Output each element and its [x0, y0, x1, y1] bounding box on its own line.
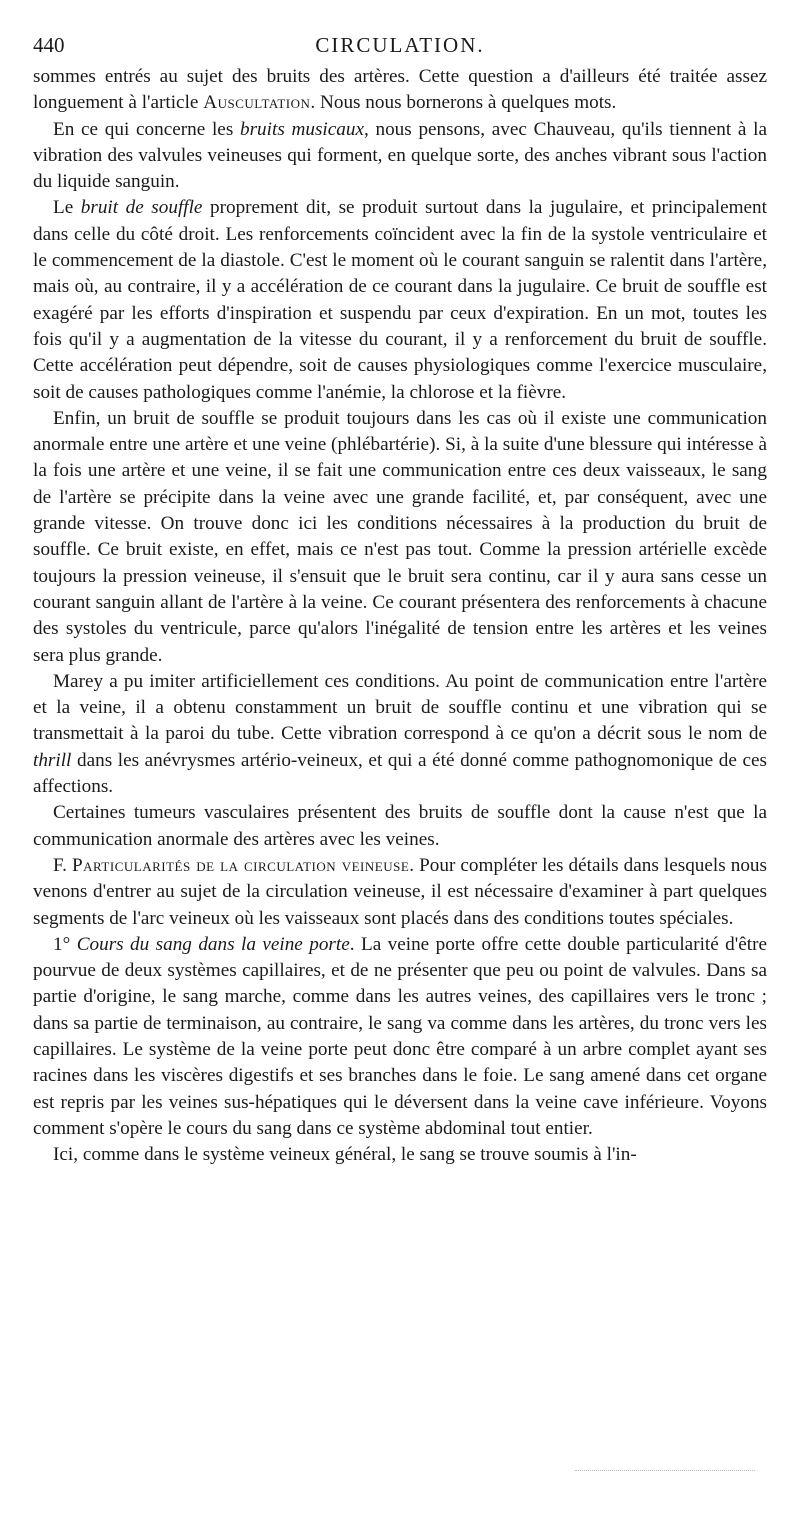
text-segment: sommes entrés au sujet des bruits des artères. Cette question a d'ailleurs été traitée assez longuement à l'article	[33, 66, 767, 114]
paragraph	[33, 932, 767, 1142]
paragraph	[33, 195, 767, 405]
text-segment: proprement dit, se produit surtout dans la jugulaire, et principalement dans celle du côté droit. Les renforcements coïncident avec la fin de la systole ventriculaire et le commencement de la diastole. C'est le moment où le courant sanguin se ralentit dans l'artère, mais où, au contraire, il y a accélération de ce courant dans la jugulaire. Ce bruit de souffle est exagéré par les efforts d'inspiration et suspendu par ceux d'expiration. En un mot, toutes les fois qu'il y a augmentation de la vitesse du courant, il y a renforcement du bruit de souffle. Cette accélération peut dépendre, soit de causes physiologiques comme l'exercice musculaire, soit de causes pathologiques comme l'anémie, la chlorose et la fièvre.	[33, 197, 767, 403]
text-segment: Certaines tumeurs vasculaires présentent des bruits de souffle dont la cause n'est que la communication anormale des artères avec les veines.	[33, 802, 767, 850]
paragraph	[33, 669, 767, 800]
running-title: CIRCULATION.	[315, 33, 485, 57]
document-page	[33, 30, 767, 1168]
italic-text: bruits musicaux	[240, 118, 364, 140]
text-segment: Marey a pu imiter artificiellement ces conditions. Au point de communication entre l'artère et la veine, il a obtenu constamment un bruit de souffle continu et une vibration qui se transmettait à la paroi du tube. Cette vibration correspond à ce qu'on a décrit sous le nom de	[33, 670, 767, 745]
paragraph	[33, 800, 767, 853]
text-segment: Enfin, un bruit de souffle se produit toujours dans les cas où il existe une communication anormale entre une artère et une veine (phlébartérie). Si, à la suite d'une blessure qui intéresse à la fois une artère et une veine, il se fait une communication entre ces deux vaisseaux, le sang de l'artère se précipite dans la veine avec une grande facilité, et, par conséquent, avec une grande vitesse. On trouve donc ici les conditions nécessaires à la production du bruit de souffle. Ce bruit existe, en effet, mais ce n'est pas tout. Comme la pression artérielle excède toujours la pression veineuse, il s'ensuit que le bruit sera continu, car il y aura sans cesse un courant sanguin allant de l'artère à la veine. Ce courant présentera des renforcements à chacune des systoles du ventricule, parce qu'alors l'inégalité de tension entre les artères et les veines sera plus grande.	[33, 407, 767, 666]
text-segment: En ce qui concerne les	[53, 118, 240, 140]
smallcaps-text: Particularités de la circulation veineuse	[71, 854, 410, 876]
text-segment: F.	[53, 854, 72, 876]
text-segment: . Pour compléter les détails dans lesquels nous venons d'entrer au sujet de la circulation veineuse, il est nécessaire d'examiner à part quelques segments de l'arc veineux où les vaisseaux sont placés dans des conditions toutes spéciales.	[33, 854, 767, 929]
footer-rule	[575, 1470, 755, 1475]
text-segment: dans les anévrysmes artério-veineux, et qui a été donné comme pathognomonique de ces affections.	[33, 749, 767, 798]
paragraph	[33, 1142, 767, 1168]
italic-text: thrill	[33, 749, 72, 771]
body-text	[33, 64, 767, 1168]
text-segment: Le	[53, 197, 81, 219]
paragraph	[33, 853, 767, 932]
text-segment: . La veine porte offre cette double particularité d'être pourvue de deux systèmes capillaires, et de ne présenter que peu ou point de valvules. Dans sa partie d'origine, le sang marche, comme dans les autres veines, des capillaires vers le tronc ; dans sa partie de terminaison, au contraire, le sang va comme dans les artères, du tronc vers les capillaires. Le système de la veine porte peut donc être comparé à un arbre complet ayant ses racines dans les viscères digestifs et ses branches dans le foie. Le sang amené dans cet organe est repris par les veines sus-hépatiques qui le déversent dans la veine cave inférieure. Voyons comment s'opère le cours du sang dans ce système abdominal tout entier.	[33, 933, 767, 1139]
smallcaps-text: Auscultation	[203, 92, 311, 114]
page-header	[33, 30, 767, 64]
italic-text: bruit de souffle	[80, 197, 203, 219]
italic-text: Cours du sang dans la veine porte	[76, 933, 350, 955]
paragraph	[33, 64, 767, 117]
text-segment: . Nous nous bornerons à quelques mots.	[310, 92, 617, 114]
paragraph	[33, 117, 767, 196]
page-number: 440	[33, 33, 65, 57]
text-segment: , nous pensons, avec Chauveau, qu'ils tiennent à la vibration des valvules veineuses qui forment, en quelque sorte, des anches vibrant sous l'action du liquide sanguin.	[33, 118, 767, 193]
text-segment: 1°	[53, 933, 77, 955]
text-segment: Ici, comme dans le système veineux général, le sang se trouve soumis à l'in-	[53, 1144, 637, 1166]
paragraph	[33, 406, 767, 669]
